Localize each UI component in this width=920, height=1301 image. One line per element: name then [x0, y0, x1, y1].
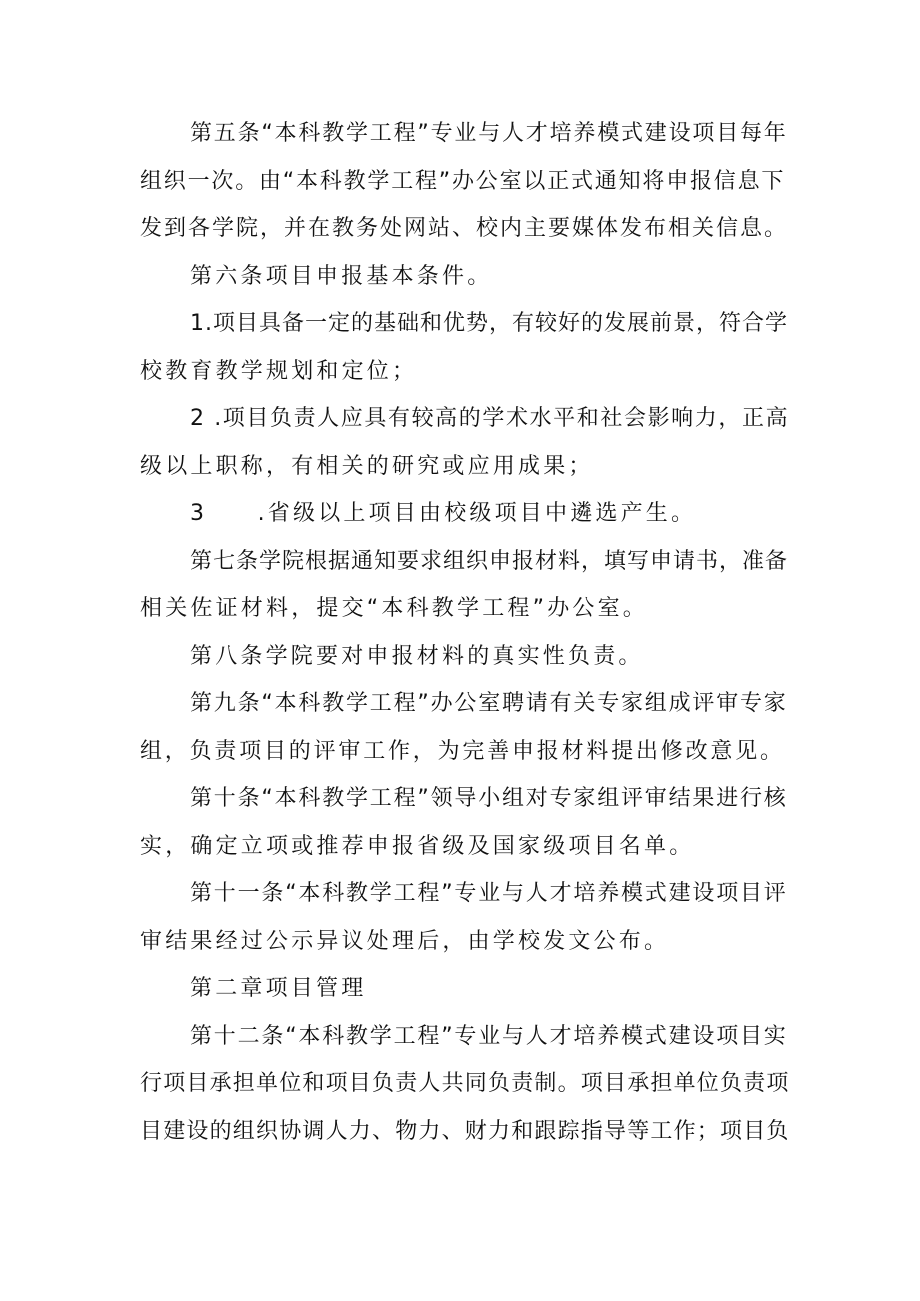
text-line: 第七条学院根据通知要求组织申报材料，填写申请书，准备	[190, 548, 789, 574]
text-line: 校教育教学规划和定位；	[140, 358, 418, 384]
text-line: 2 .项目负责人应具有较高的学术水平和社会影响力，正高	[190, 406, 790, 431]
text-line: 第十条“本科教学工程”领导小组对专家组评审结果进行核	[190, 786, 788, 811]
chapter-2-heading	[140, 965, 790, 1013]
article-10-paragraph	[140, 775, 790, 870]
text-line: 组织一次。由“本科教学工程”办公室以正式通知将申报信息下	[140, 168, 786, 194]
article-7-paragraph	[140, 538, 790, 633]
article-6-paragraph	[140, 253, 790, 301]
text-line: 组，负责项目的评审工作，为完善申报材料提出修改意见。	[140, 738, 785, 764]
text-line: 相关佐证材料，提交“本科教学工程”办公室。	[140, 596, 648, 621]
text-line: 实，确定立项或推荐申报省级及国家级项目名单。	[140, 833, 695, 859]
article-8-paragraph	[140, 633, 790, 681]
document-body	[140, 110, 790, 1155]
text-line: 第五条“本科教学工程”专业与人才培养模式建设项目每年	[190, 121, 788, 146]
condition-2-paragraph	[140, 395, 790, 490]
article-5-paragraph	[140, 110, 790, 253]
text-line: 级以上职称，有相关的研究或应用成果；	[140, 453, 594, 479]
text-line: 3 .省级以上项目由校级项目中遴选产生。	[190, 501, 697, 526]
text-line: 目建设的组织协调人力、物力、财力和跟踪指导等工作；项目负	[140, 1118, 790, 1144]
article-11-paragraph	[140, 870, 790, 965]
condition-3-paragraph	[140, 490, 790, 538]
text-line: 第十二条“本科教学工程”专业与人才培养模式建设项目实	[190, 1023, 788, 1049]
text-line: 第八条学院要对申报材料的真实性负责。	[190, 643, 644, 669]
article-9-paragraph	[140, 680, 790, 775]
article-12-paragraph	[140, 1013, 790, 1156]
text-line: 第十一条“本科教学工程”专业与人才培养模式建设项目评	[190, 881, 788, 906]
text-line: 第九条“本科教学工程”办公室聘请有关专家组成评审专家	[190, 691, 788, 716]
text-line: 第六条项目申报基本条件。	[190, 263, 493, 289]
text-line: 发到各学院，并在教务处网站、校内主要媒体发布相关信息。	[140, 216, 789, 241]
condition-1-paragraph	[140, 300, 790, 395]
text-line: 1.项目具备一定的基础和优势，有较好的发展前景，符合学	[190, 311, 788, 336]
text-line: 第二章项目管理	[190, 976, 367, 1001]
text-line: 审结果经过公示异议处理后，由学校发文公布。	[140, 928, 670, 954]
text-line: 行项目承担单位和项目负责人共同负责制。项目承担单位负责项	[140, 1071, 790, 1096]
